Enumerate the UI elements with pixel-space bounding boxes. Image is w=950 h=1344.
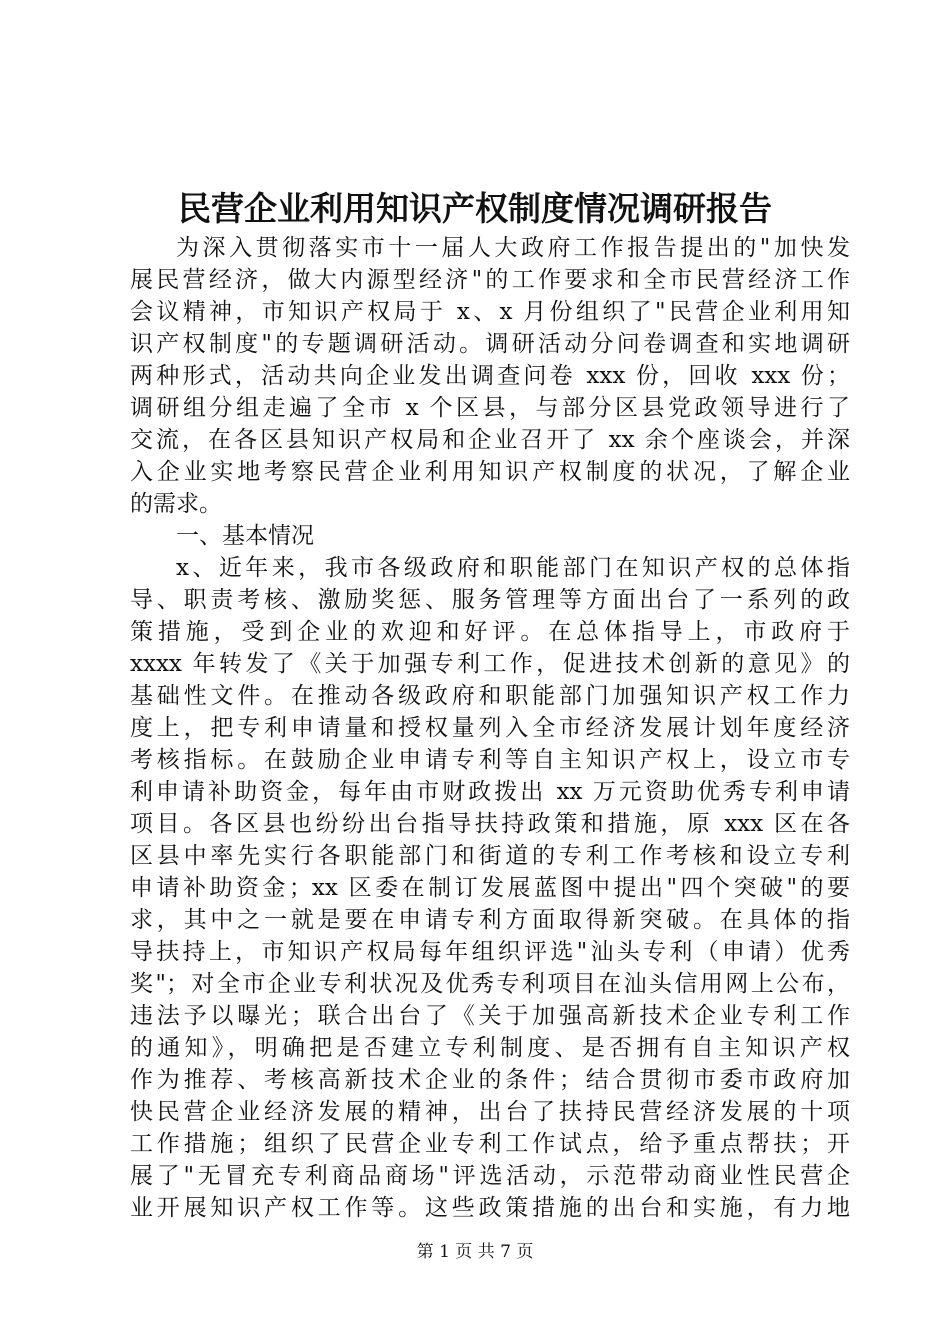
- paragraph-line: 考核指标。在鼓励企业申请专利等自主知识产权上，设立市专: [130, 747, 850, 773]
- paragraph-line: 展了"无冒充专利商品商场"评选活动，示范带动商业性民营企: [130, 1163, 850, 1189]
- paragraph-line: 利申请补助资金，每年由市财政拨出 xx 万元资助优秀专利申请: [130, 779, 850, 805]
- paragraph-line: 入企业实地考察民营企业利用知识产权制度的状况，了解企业: [130, 459, 850, 485]
- section-heading: 一、基本情况: [176, 523, 314, 549]
- paragraph-line: 调研组分组走遍了全市 x 个区县，与部分区县党政领导进行了: [130, 395, 850, 421]
- paragraph-line: 违法予以曝光；联合出台了《关于加强高新技术企业专利工作: [130, 1003, 850, 1029]
- page-number-footer: 第 1 页 共 7 页: [416, 1242, 534, 1262]
- paragraph-line: 求，其中之一就是要在申请专利方面取得新突破。在具体的指: [130, 907, 850, 933]
- paragraph-line: 交流，在各区县知识产权局和企业召开了 xx 余个座谈会，并深: [130, 427, 850, 453]
- paragraph-line: 展民营经济，做大内源型经济"的工作要求和全市民营经济工作: [130, 267, 850, 293]
- paragraph-line: 工作措施；组织了民营企业专利工作试点，给予重点帮扶；开: [130, 1131, 850, 1157]
- paragraph-line: 业开展知识产权工作等。这些政策措施的出台和实施，有力地: [130, 1195, 850, 1221]
- paragraph-line: 的通知》，明确把是否建立专利制度、是否拥有自主知识产权: [130, 1035, 850, 1061]
- paragraph-line: 导、职责考核、激励奖惩、服务管理等方面出台了一系列的政: [130, 587, 850, 613]
- document-title: 民营企业利用知识产权制度情况调研报告: [178, 189, 772, 228]
- paragraph-line: 两种形式，活动共向企业发出调查问卷 xxx 份，回收 xxx 份；: [130, 363, 850, 389]
- paragraph-line: 快民营企业经济发展的精神，出台了扶持民营经济发展的十项: [130, 1099, 850, 1125]
- paragraph-line: 为深入贯彻落实市十一届人大政府工作报告提出的"加快发: [176, 235, 850, 261]
- paragraph-line: 度上，把专利申请量和授权量列入全市经济发展计划年度经济: [130, 715, 850, 741]
- paragraph-line: 区县中率先实行各职能部门和街道的专利工作考核和设立专利: [130, 843, 850, 869]
- paragraph-line: 会议精神，市知识产权局于 x、x 月份组织了"民营企业利用知: [130, 299, 850, 325]
- paragraph-line: 基础性文件。在推动各级政府和职能部门加强知识产权工作力: [130, 683, 850, 709]
- document-body: [130, 232, 850, 1224]
- paragraph-line: 申请补助资金；xx 区委在制订发展蓝图中提出"四个突破"的要: [130, 875, 850, 901]
- paragraph-line: x、近年来，我市各级政府和职能部门在知识产权的总体指: [176, 555, 850, 581]
- paragraph-line: 导扶持上，市知识产权局每年组织评选"汕头专利（申请）优秀: [130, 939, 850, 965]
- paragraph-line: 作为推荐、考核高新技术企业的条件；结合贯彻市委市政府加: [130, 1067, 850, 1093]
- paragraph-line: 策措施，受到企业的欢迎和好评。在总体指导上，市政府于: [130, 619, 850, 645]
- paragraph-line: 项目。各区县也纷纷出台指导扶持政策和措施，原 xxx 区在各: [130, 811, 850, 837]
- paragraph-line: 奖"；对全市企业专利状况及优秀专利项目在汕头信用网上公布，: [130, 971, 850, 997]
- paragraph-line: 识产权制度"的专题调研活动。调研活动分问卷调查和实地调研: [130, 331, 850, 357]
- paragraph-line: 的需求。: [130, 491, 222, 517]
- paragraph-line: xxxx 年转发了《关于加强专利工作，促进技术创新的意见》的: [130, 651, 850, 677]
